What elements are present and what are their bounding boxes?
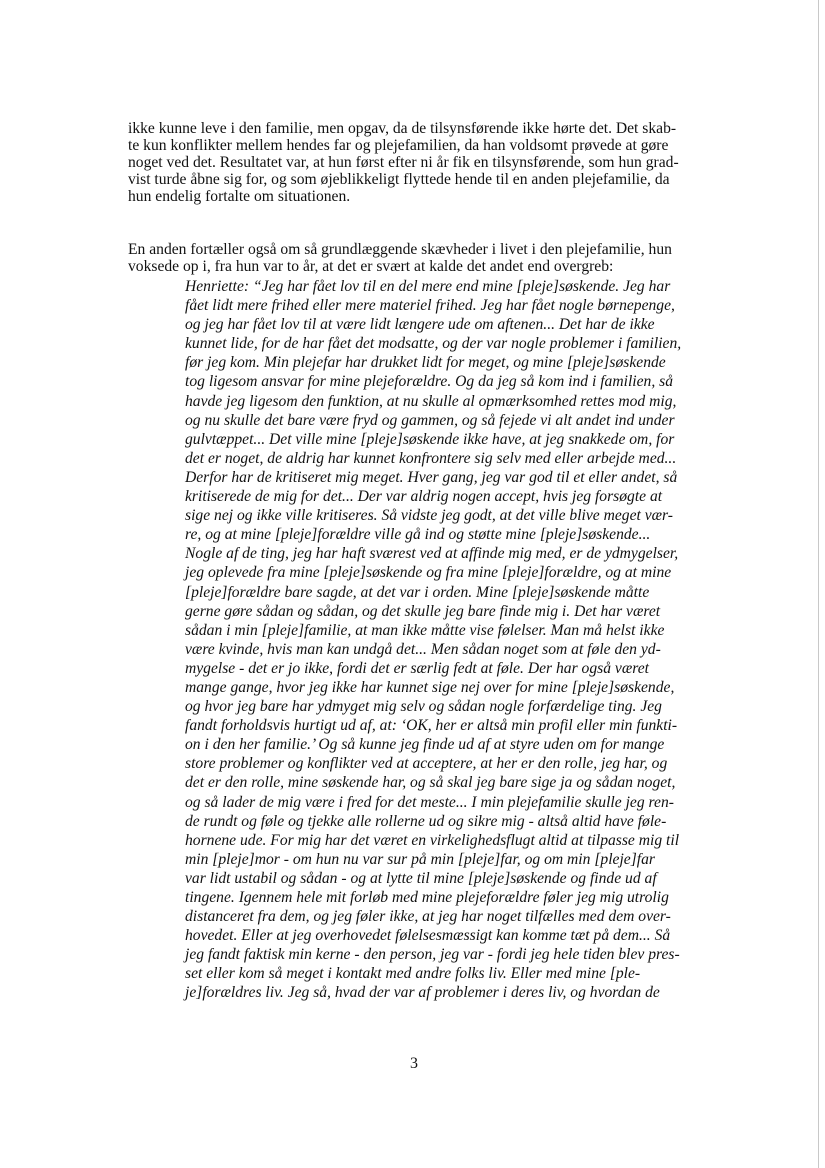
- paragraph-1: [128, 120, 679, 205]
- text-line: ikke kunne leve i den familie, men opgav, da de tilsynsførende ikke hørte det. Det skab-: [128, 120, 677, 137]
- text-line: Henriette: “Jeg har fået lov til en del mere end mine [pleje]søskende. Jeg har: [185, 278, 671, 295]
- text-line: store problemer og konflikter ved at acceptere, at her er den rolle, jeg har, og: [185, 755, 668, 773]
- text-line: on i den her familie.’ Og så kunne jeg finde ud af at styre uden om for mange: [185, 736, 665, 754]
- text-line: mygelse - det er jo ikke, fordi det er særlig fedt at føle. Der har også været: [185, 659, 649, 677]
- text-line: fandt forholdsvis hurtigt ud af, at: ‘OK, her er altså min profil eller min funkti-: [185, 717, 678, 735]
- text-line: hovedet. Eller at jeg overhovedet følelsesmæssigt kan komme tæt på dem... Så: [185, 927, 671, 945]
- page-number: 3: [410, 1055, 418, 1072]
- text-line: jeg fandt faktisk min kerne - den person, jeg var - fordi jeg hele tiden blev pres-: [185, 946, 680, 964]
- text-line: Nogle af de ting, jeg har haft sværest ved at affinde mig med, er de ydmygelser,: [185, 545, 679, 563]
- text-line: det er den rolle, mine søskende har, og så skal jeg bare sige ja og sådan noget,: [185, 774, 676, 792]
- paragraph-2: [128, 241, 672, 275]
- text-line: jeg oplevede fra mine [pleje]søskende og fra mine [pleje]forældre, og at mine: [185, 564, 672, 582]
- text-line: det er noget, de aldrig har kunnet konfrontere sig selv med eller arbejde med...: [185, 449, 677, 467]
- text-line: voksede op i, fra hun var to år, at det er svært at kalde det andet end overgreb:: [128, 258, 614, 275]
- text-line: hun endelig fortalte om situationen.: [128, 188, 351, 205]
- scan-edge-line: [818, 0, 819, 1168]
- text-line: og hvor jeg bare har ydmyget mig selv og sådan nogle forfærdelige ting. Jeg: [185, 698, 662, 716]
- text-line: de rundt og føle og tjekke alle rollerne ud og sikre mig - altså altid have føle-: [185, 812, 667, 830]
- text-line: og jeg har fået lov til at være lidt længere ude om aftenen... Det har de ikke: [185, 316, 655, 334]
- text-line: gulvtæppet... Det ville mine [pleje]søskende ikke have, at jeg snakkede om, for: [185, 430, 675, 448]
- text-line: [pleje]forældre bare sagde, at det var i orden. Mine [pleje]søskende måtte: [185, 583, 650, 601]
- text-line: havde jeg ligesom den funktion, at nu skulle al opmærksomhed rettes mod mig,: [185, 392, 677, 410]
- text-line: min [pleje]mor - om hun nu var sur på min [pleje]far, og om min [pleje]far: [185, 850, 655, 868]
- text-line: hornene ude. For mig har det været en virkelighedsflugt altid at tilpasse mig til: [185, 831, 680, 849]
- text-line: være kvinde, hvis man kan undgå det... Men sådan noget som at føle den yd-: [185, 640, 661, 658]
- text-line: fået lidt mere frihed eller mere materiel frihed. Jeg har fået nogle børnepenge,: [185, 297, 675, 315]
- text-line: sige nej og ikke ville kritiseres. Så vidste jeg godt, at det ville blive meget vær-: [185, 507, 673, 525]
- text-line: te kun konflikter mellem hendes far og plejefamilien, da han voldsomt prøvede at gøre: [128, 137, 669, 154]
- text-line: sådan i min [pleje]familie, at man ikke måtte vise følelser. Man må helst ikke: [185, 621, 665, 639]
- text-line: Derfor har de kritiseret mig meget. Hver gang, jeg var god til et eller andet, så: [185, 468, 678, 486]
- text-line: vist turde åbne sig for, og som øjeblikkeligt flyttede hende til en anden plejefamilie, da: [128, 171, 670, 188]
- text-line: gerne gøre sådan og sådan, og det skulle jeg bare finde mig i. Det har været: [185, 602, 661, 620]
- block-quote-henriette: [185, 277, 681, 1003]
- text-line: re, og at mine [pleje]forældre ville gå ind og støtte mine [pleje]søskende...: [185, 526, 651, 544]
- text-line: set eller kom så meget i kontakt med andre folks liv. Eller med mine [ple-: [185, 965, 641, 983]
- text-line: tingene. Igennem hele mit forløb med mine plejeforældre føler jeg mig utrolig: [185, 889, 669, 906]
- text-line: je]forældres liv. Jeg så, hvad der var af problemer i deres liv, og hvordan de: [185, 984, 660, 1002]
- text-line: og nu skulle det bare være fryd og gammen, og så fejede vi alt andet ind under: [185, 411, 675, 429]
- text-line: noget ved det. Resultatet var, at hun først efter ni år fik en tilsynsførende, som hun grad-: [128, 154, 679, 171]
- text-line: mange gange, hvor jeg ikke har kunnet sige nej over for mine [pleje]søskende,: [185, 678, 675, 696]
- text-line: En anden fortæller også om så grundlæggende skævheder i livet i den plejefamilie, hun: [128, 241, 672, 258]
- text-line: før jeg kom. Min plejefar har drukket lidt for meget, og mine [pleje]søskende: [185, 354, 666, 372]
- text-line: var lidt ustabil og sådan - og at lytte til mine [pleje]søskende og finde ud af: [185, 869, 657, 887]
- text-line: tog ligesom ansvar for mine plejeforældre. Og da jeg så kom ind i familien, så: [185, 373, 673, 391]
- text-line: kritiserede de mig for det... Der var aldrig nogen accept, hvis jeg forsøgte at: [185, 488, 663, 506]
- text-line: og så lader de mig være i fred for det meste... I min plejefamilie skulle jeg ren-: [185, 793, 674, 811]
- text-line: distanceret fra dem, og jeg føler ikke, at jeg har noget tilfælles med dem over-: [185, 908, 671, 926]
- text-line: kunnet lide, for de har fået det modsatte, og der var nogle problemer i familien,: [185, 335, 682, 353]
